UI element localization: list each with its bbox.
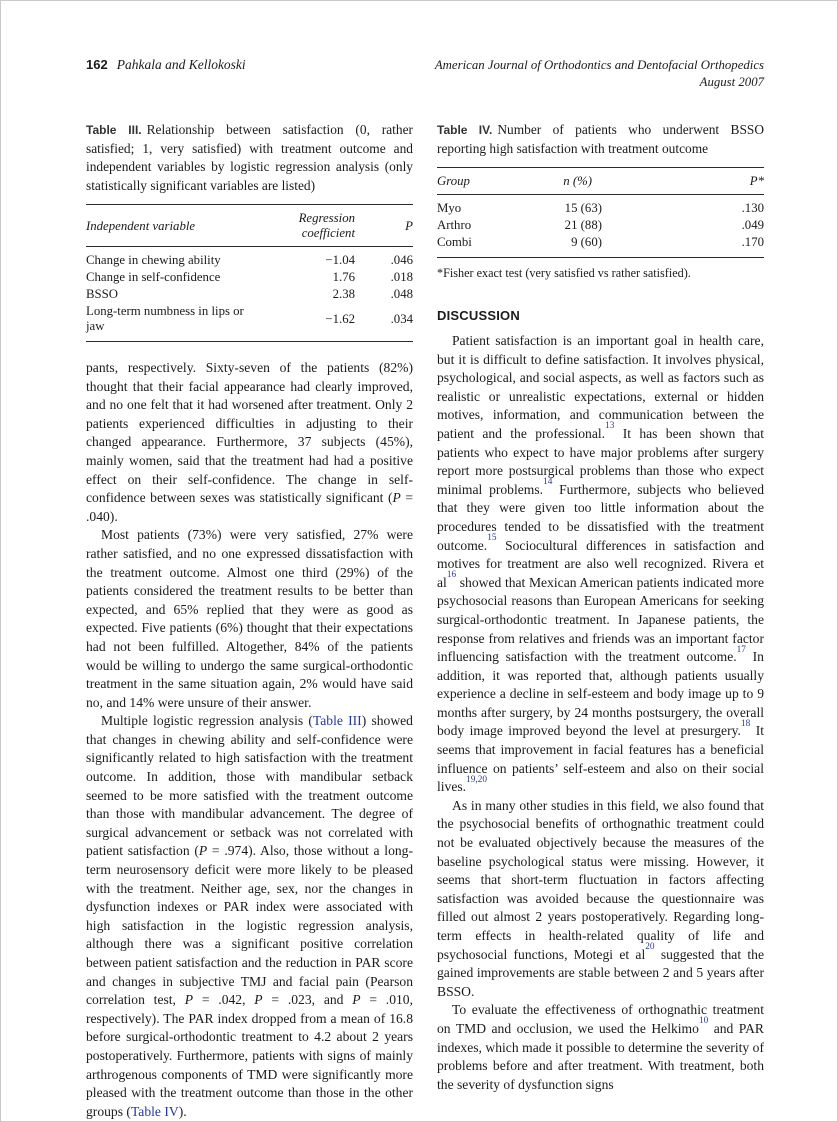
table-row [86,247,413,270]
table-cell: Change in self-confidence [86,270,221,284]
text-run: Multiple logistic regression analysis ( [101,713,313,729]
table-cell: .034 [390,311,413,326]
table-cell: Change in chewing ability [86,253,221,267]
italic-text: P [392,490,401,506]
italic-text: P [184,992,194,1008]
table-cell: .049 [741,218,764,232]
citation-ref-link[interactable]: 14 [543,477,553,488]
text-run: Most patients (73%) were very satisfied, 27% were rather satisfied, and no one expressed dissatisfaction with the treatment outcome. Almost one third (29%) of the patients considered the treatment results to be better than expected, and 65% replied that they were as good as expected. Five patients (6%) thought that their expectations had not been fulfilled. Altogether, 84% of the patients would be willing to undergo the same surgical-orthodontic treatment in the same situation again, 2% would have said no, and 14% were unsure of their answer. [86,527,413,710]
table-row [437,217,764,234]
text-run: pants, respectively. Sixty-seven of the patients (82%) thought that their facial appearance had clearly improved, and no one felt that it had worsened after treatment. Only 2 patients experienced difficulties in adjusting to their changed appearance. Furthermore, 37 subjects (45%), mainly women, said that the treatment had had a positive effect on their self-confidence. The change in self-confidence between sexes was statistically significant ( [86,360,413,506]
text-run: = .042, [193,992,255,1008]
paragraph [86,712,413,1121]
right-column-body [437,332,764,1094]
italic-text: P [254,992,263,1008]
table-cell: 15 (63) [564,201,602,215]
text-run: = .974). Also, those without a long-term neurosensory deficit were more likely to be pleased with the treatment. Neither age, sex, nor the changes in dysfunction indexes or PAR index were associated with high satisfaction in the logistic regression analysis, although there was a significant positive correlation between patient satisfaction and the reduction in PAR score and changes in subjective TMJ and facial pain (Pearson correlation test, [86,843,413,1008]
table-cell: Arthro [437,218,472,232]
table-row [86,269,413,286]
paragraph [86,359,413,526]
table-cell: .170 [741,235,764,249]
text-run: Sociocultural differences in satisfaction and motives for treatment are also well recognized. Rivera et al [437,537,764,590]
running-header-right [435,57,764,91]
running-authors: Pahkala and Kellokoski [116,57,246,72]
table-column-header: P* [720,168,764,195]
paragraph [437,332,764,797]
table-iii-caption [86,121,413,195]
table-row [86,286,413,303]
table-crossref-link[interactable]: Table IV [130,1103,179,1119]
text-run: ) showed that changes in chewing ability and self-confidence were significantly related to high satisfaction with the treatment outcome. In addition, those with mandibular setback seemed to be more satisfied with the treatment outcome than those with mandibular advancement. The degree of surgical advancement or setback was not correlated with patient satisfaction ( [86,713,413,859]
table-cell: .130 [741,201,764,215]
text-run: It has been shown that patients who expect to have major problems after surgery report more postsurgical problems than those who expect minimal problems. [437,425,764,497]
citation-ref-link[interactable]: 10 [698,1016,709,1027]
table-header-row [437,168,764,195]
citation-ref-link[interactable]: 20 [645,942,655,953]
table-row [437,234,764,258]
table-iv-caption-label: Table IV. [437,123,493,137]
table-cell: −1.04 [325,253,355,267]
table-cell: 1.76 [332,270,355,284]
text-run: and PAR indexes, which made it possible to determine the severity of problems before and after treatment. With treatment, both the severity of dysfunction signs [437,1020,765,1092]
table-column-header: n (%) [488,168,720,195]
table-cell: .046 [390,253,413,267]
table-cell: Long-term numbness in lips or jaw [86,304,244,333]
text-run: It seems that improvement in facial features has a beneficial influence on patients’ self-esteem and also on their social lives. [437,723,764,795]
journal-title: American Journal of Orthodontics and Dentofacial Orthopedics [434,58,764,72]
table-cell: 21 (88) [564,218,602,232]
table-row [437,195,764,218]
table-cell: Myo [437,201,462,215]
text-run: = .010, respectively). The PAR index dropped from a mean of 16.8 before surgical-orthodontic treatment to 4.2 about 2 years postoperatively. Furthermore, patients with signs of mainly arthrogenous components of TMD were significantly more pleased with the treatment outcome than those in the other groups ( [86,992,413,1119]
table-iii-caption-label: Table III. [86,123,142,137]
table-cell: .018 [390,270,413,284]
table-cell: 9 (60) [571,235,602,249]
text-run: showed that Mexican American patients indicated more psychosocial reasons than European Americans for seeking surgical-orthodontic treatment. In Japanese patients, the response from relatives and friends was an important factor influencing satisfaction with the treatment outcome. [437,574,764,665]
paragraph [437,797,764,1002]
issue-date: August 2007 [699,75,764,89]
italic-text: P [352,992,361,1008]
table-cell: −1.62 [325,311,355,326]
text-run: Patient satisfaction is an important goal in health care, but it is difficult to define satisfaction. It involves physical, psychological, and social aspects, as well as factors such as realistic or unrealistic expectations, external or hidden motives, information, and communication between the patient and the professional. [437,333,764,441]
text-run: = .023, and [262,992,353,1008]
text-run: ). [178,1103,187,1119]
table-iv-caption-text: Number of patients who underwent BSSO reporting high satisfaction with treatment outcome [437,122,765,156]
citation-ref-link[interactable]: 17 [736,644,746,655]
table-header-row [86,205,413,247]
right-column [437,121,764,1094]
table-column-header: Independent variable [86,205,250,247]
left-column-body [86,359,413,1121]
citation-ref-link[interactable]: 16 [446,570,457,581]
text-run: = .040). [86,490,413,524]
italic-text: P [198,843,208,859]
text-run: Furthermore, subjects who believed that they were given too little information about the procedures tended to be dissatisfied with the treatment outcome. [437,481,764,553]
citation-ref-link[interactable]: 19,20 [466,774,487,785]
discussion-heading: DISCUSSION [437,308,520,323]
paragraph [86,526,413,712]
paragraph [437,1001,764,1094]
table-cell: Combi [437,235,472,249]
running-header-left [86,57,246,73]
citation-ref-link[interactable]: 13 [605,421,615,432]
text-run: suggested that the gained improvements are stable between 2 and 5 years after BSSO. [437,946,764,999]
page-number: 162 [86,57,108,72]
text-run: In addition, it was reported that, although patients usually experience a decline in self-esteem and body image up to 9 months after surgery, by 24 months postsurgery, the overall body image improved beyond the level at presurgery. [437,649,764,739]
left-column [86,121,413,1121]
table-column-header: Group [437,168,488,195]
table-row [86,303,413,342]
table-iv-caption [437,121,764,158]
table-column-header: P [371,205,413,247]
table-cell: .048 [390,287,413,301]
table-iv-footnote: *Fisher exact test (very satisfied vs rather satisfied). [437,266,691,280]
table-iii [86,204,413,342]
text-run: As in many other studies in this field, we also found that the psychosocial benefits of orthognathic treatment could not be evaluated objectively because the measures of the baseline psychological status were missing. However, it seems that short-term fluctuation in factors affecting satisfaction was avoided because the questionnaire was filled out almost 2 years postoperatively. Regarding long-term effects in health-related quality of life and psychosocial functions, Motegi et al [437,797,764,962]
text-run: To evaluate the effectiveness of orthognathic treatment on TMD and occlusion, we used the Helkimo [437,1002,764,1036]
table-iii-caption-text: Relationship between satisfaction (0, rather satisfied; 1, very satisfied) with treatment outcome and independent variables by logistic regression analysis (only statistically significant variables are listed) [86,122,414,193]
table-crossref-link[interactable]: Table III [312,713,362,729]
table-cell: 2.38 [332,287,355,301]
citation-ref-link[interactable]: 18 [740,718,751,729]
table-column-header: Regression coefficient [250,205,371,247]
running-header [86,57,764,91]
table-iv [437,167,764,258]
table-cell: BSSO [86,287,119,301]
citation-ref-link[interactable]: 15 [487,533,497,543]
